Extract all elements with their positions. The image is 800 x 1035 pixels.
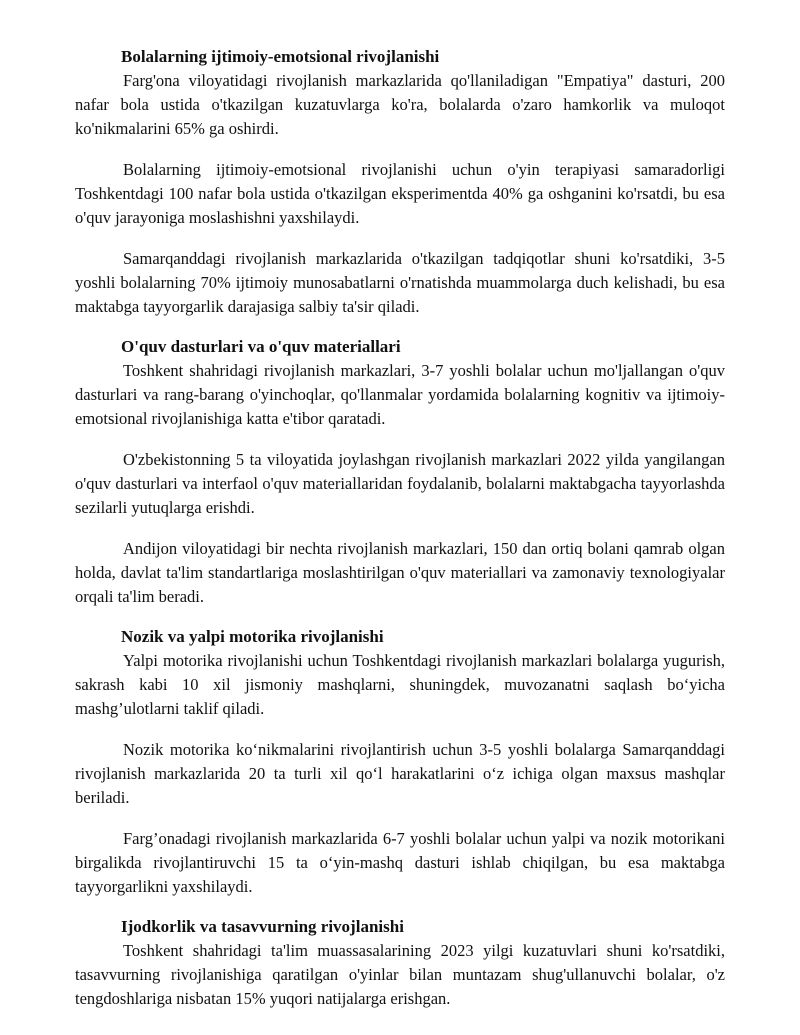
paragraph: Samarqanddagi rivojlanish markazlarida o'tkazilgan tadqiqotlar shuni ko'rsatdiki, 3-5 yoshli bolalarning 70% ijtimoiy munosabatlarni o'rnatishda muammolarga duch kelishadi, bu esa maktabga tayyorgarlik darajasiga salbiy ta'sir qiladi. bbox=[75, 249, 725, 316]
section-heading: Nozik va yalpi motorika rivojlanishi bbox=[121, 627, 384, 646]
section-curricula bbox=[75, 336, 725, 609]
section-heading: O'quv dasturlari va o'quv materiallari bbox=[121, 337, 401, 356]
section-heading: Ijodkorlik va tasavvurning rivojlanishi bbox=[121, 917, 404, 936]
paragraph: Toshkent shahridagi rivojlanish markazlari, 3-7 yoshli bolalar uchun mo'ljallangan o'quv dasturlari va rang-barang o'yinchoqlar, qo'llanmalar yordamida bolalarning kognitiv va ijtimoiy-emotsional rivojlanishiga katta e'tibor qaratadi. bbox=[75, 361, 725, 428]
paragraph: Farg’onadagi rivojlanish markazlarida 6-7 yoshli bolalar uchun yalpi va nozik motorikani birgalikda rivojlantiruvchi 15 ta o‘yin-mashq dasturi ishlab chiqilgan, bu esa maktabga tayyorgarlikni yaxshilaydi. bbox=[75, 829, 725, 896]
paragraph: Bolalarning ijtimoiy-emotsional rivojlanishi uchun o'yin terapiyasi samaradorligi Toshkentdagi 100 nafar bola ustida o'tkazilgan eksperimentda 40% ga oshganini ko'rsatdi, bu esa o'quv jarayoniga moslashishni yaxshilaydi. bbox=[75, 160, 725, 227]
paragraph: Yalpi motorika rivojlanishi uchun Toshkentdagi rivojlanish markazlari bolalarga yugurish, sakrash kabi 10 xil jismoniy mashqlarni, shuningdek, muvozanatni saqlash bo‘yicha mashg’ulotlarni taklif qiladi. bbox=[75, 651, 725, 718]
paragraph: Farg'ona viloyatidagi rivojlanish markazlarida qo'llaniladigan "Empatiya" dasturi, 200 nafar bola ustida o'tkazilgan kuzatuvlarga ko'ra, bolalarda o'zaro hamkorlik va muloqot ko'nikmalarini 65% ga oshirdi. bbox=[75, 71, 725, 138]
paragraph: O'zbekistonning 5 ta viloyatida joylashgan rivojlanish markazlari 2022 yilda yangilangan o'quv dasturlari va interfaol o'quv materiallaridan foydalanib, bolalarni maktabgacha tayyorlashda sezilarli yutuqlarga erishdi. bbox=[75, 450, 725, 517]
section-heading: Bolalarning ijtimoiy-emotsional rivojlanishi bbox=[121, 47, 440, 66]
document-body bbox=[75, 46, 725, 1011]
paragraph: Andijon viloyatidagi bir nechta rivojlanish markazlari, 150 dan ortiq bolani qamrab olgan holda, davlat ta'lim standartlariga moslashtirilgan o'quv materiallari va zamonaviy texnologiyalar orqali ta'lim beradi. bbox=[75, 539, 725, 606]
paragraph: Nozik motorika ko‘nikmalarini rivojlantirish uchun 3-5 yoshli bolalarga Samarqanddagi rivojlanish markazlarida 20 ta turli xil qo‘l harakatlarini o‘z ichiga olgan maxsus mashqlar beriladi. bbox=[75, 740, 725, 807]
paragraph: Toshkent shahridagi ta'lim muassasalarining 2023 yilgi kuzatuvlari shuni ko'rsatdiki, tasavvurning rivojlanishiga qaratilgan o'yinlar bilan muntazam shug'ullanuvchi bolalar, o'z tengdoshlariga nisbatan 15% yuqori natijalarga erishgan. bbox=[75, 941, 725, 1008]
section-social-emotional bbox=[75, 46, 725, 319]
section-creativity bbox=[75, 916, 725, 1011]
section-motor-skills bbox=[75, 626, 725, 899]
